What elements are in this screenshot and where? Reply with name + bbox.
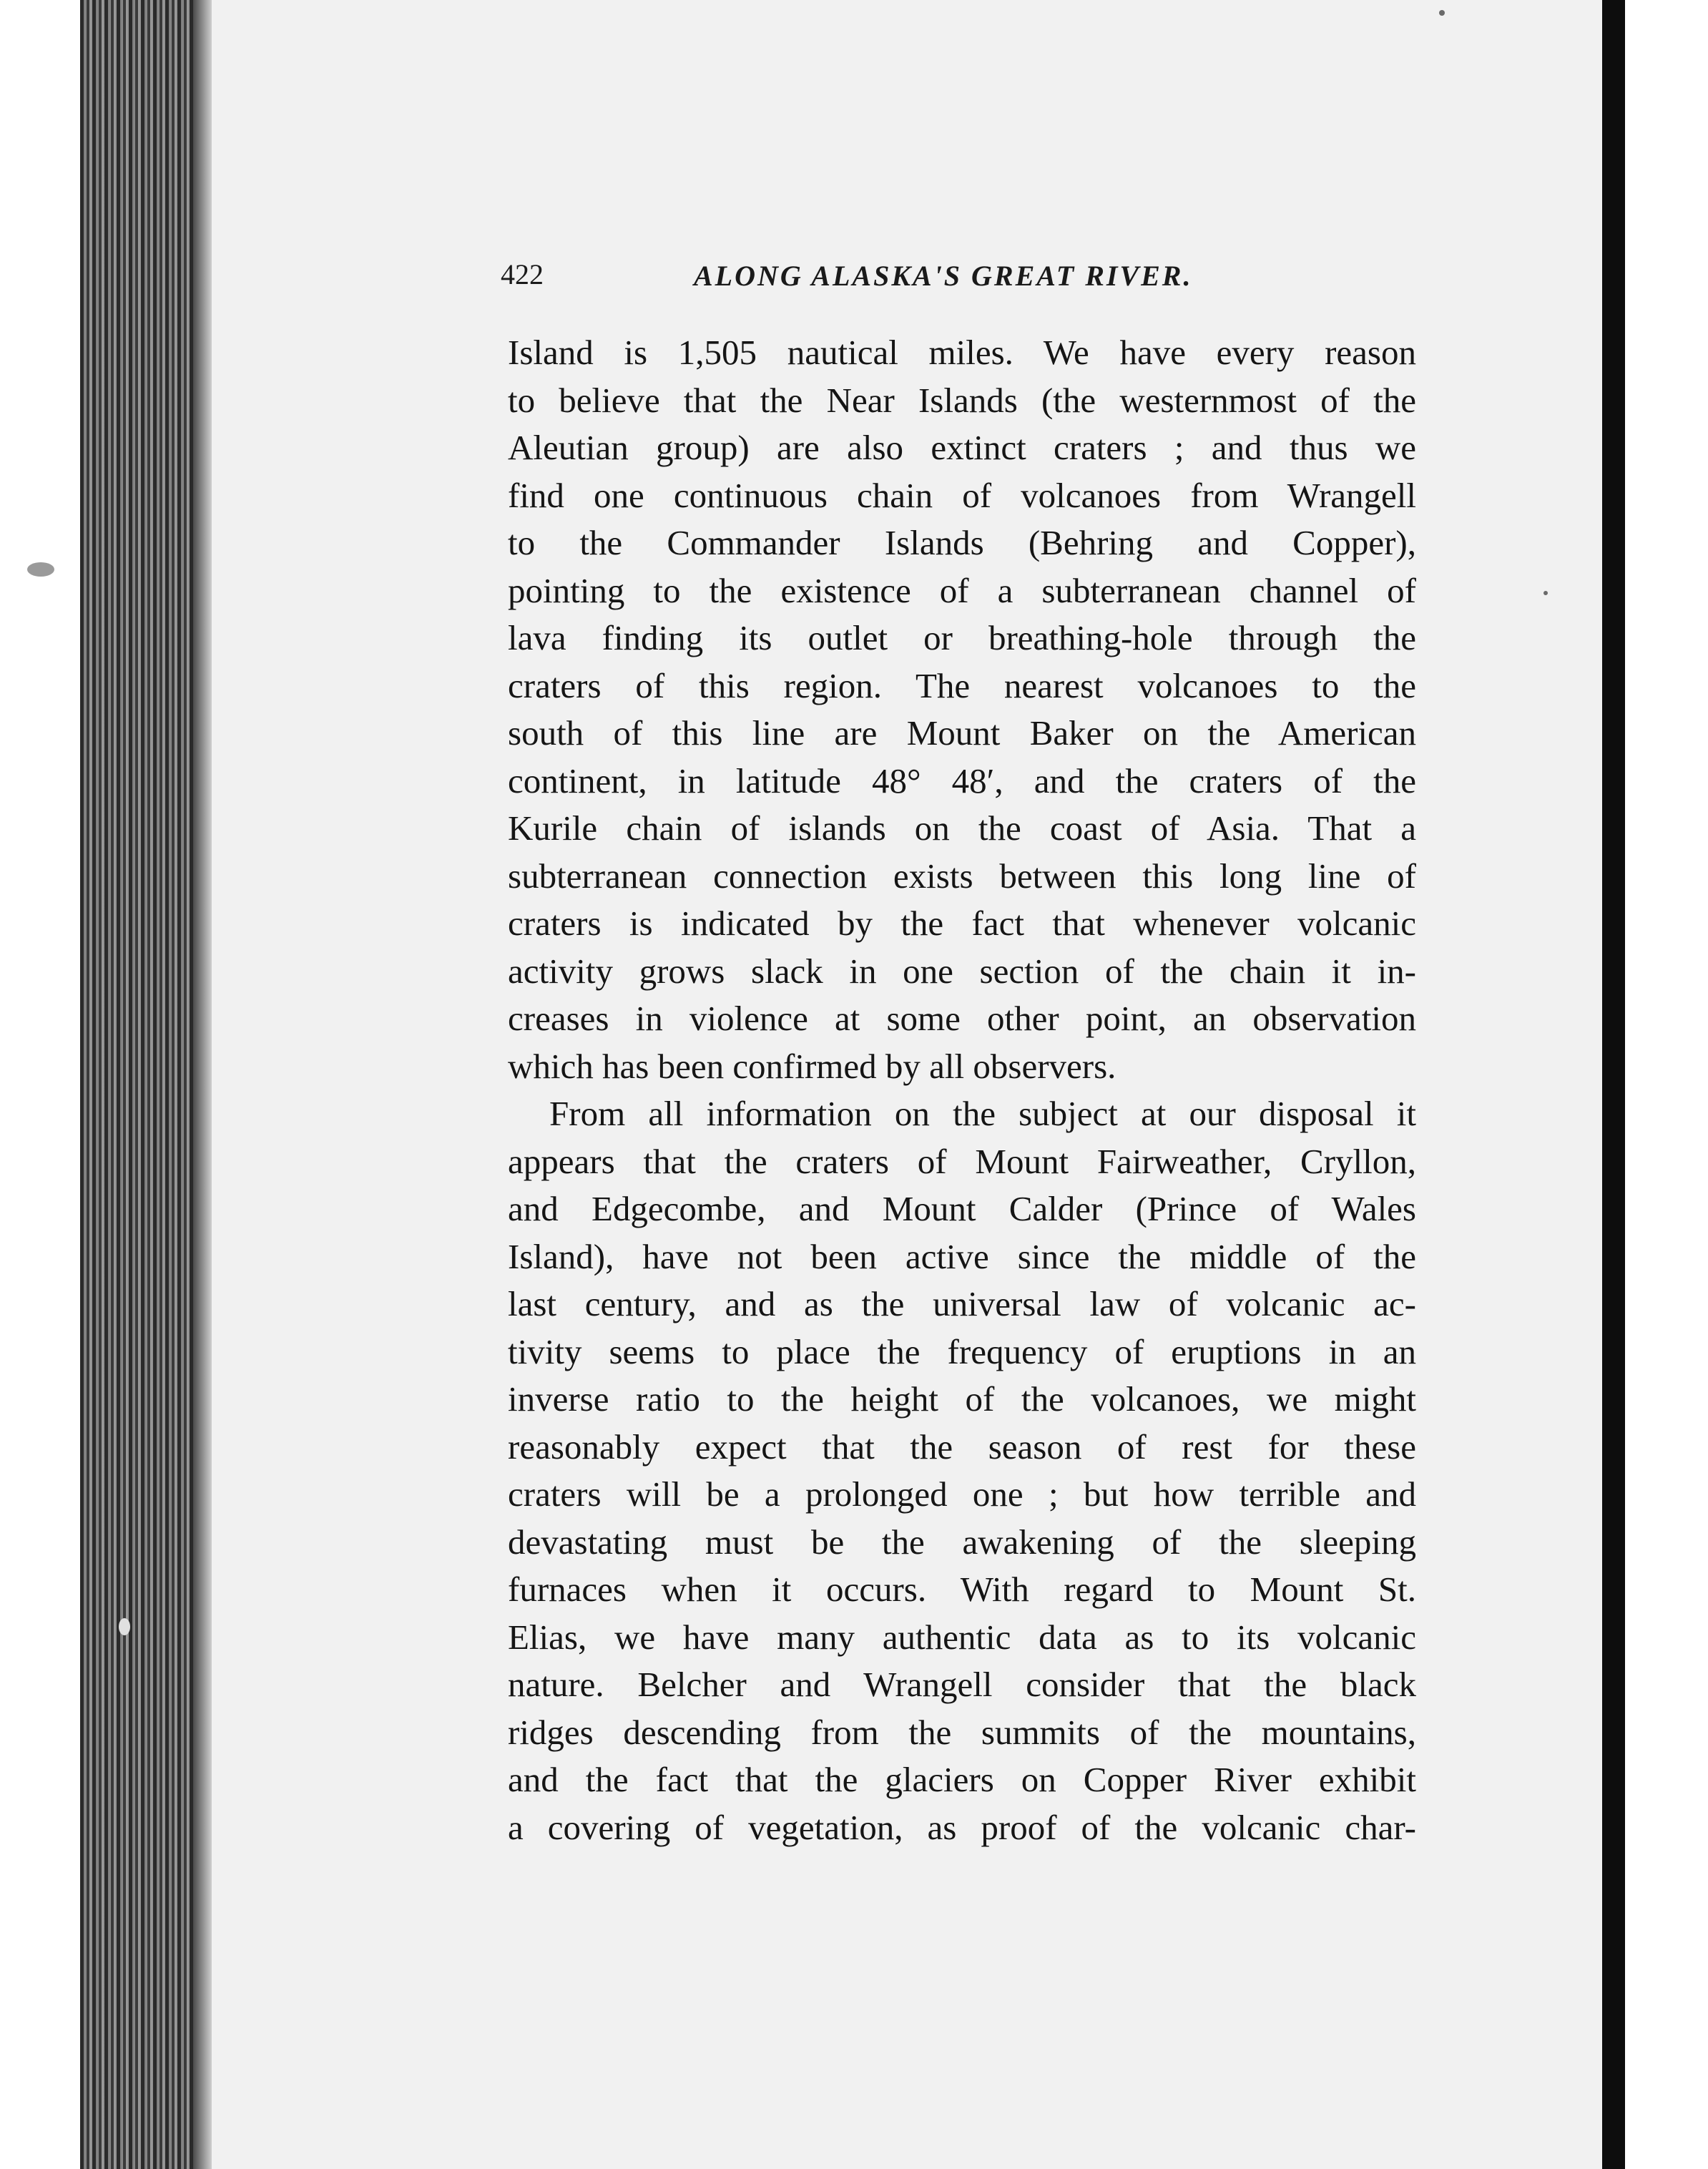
- text-line: Island), have not been active since the middle of the: [508, 1236, 1416, 1276]
- text-line: creases in violence at some other point, an observation: [508, 999, 1416, 1038]
- paragraph: [508, 1090, 1416, 1851]
- text-line: pointing to the existence of a subterranean channel of: [508, 570, 1416, 610]
- scan-white-margin: [1625, 0, 1708, 2169]
- text-line: south of this line are Mount Baker on the American: [508, 713, 1416, 753]
- text-line: last century, and as the universal law of volcanic ac-: [508, 1284, 1416, 1323]
- text-line: reasonably expect that the season of rest for these: [508, 1426, 1416, 1467]
- book-page-edges: [80, 0, 203, 2169]
- text-line: activity grows slack in one section of the chain it in-: [508, 951, 1416, 991]
- text-line: lava finding its outlet or breathing-hole through the: [508, 618, 1416, 657]
- text-line: furnaces when it occurs. With regard to Mount St.: [508, 1570, 1416, 1609]
- dust-speck: [1543, 591, 1548, 595]
- text-line: devastating must be the awakening of the sleeping: [508, 1522, 1416, 1562]
- page-header: [501, 258, 1430, 308]
- text-line: to the Commander Islands (Behring and Copper),: [508, 523, 1416, 562]
- text-line: to believe that the Near Islands (the westernmost of the: [508, 380, 1416, 420]
- text-line: find one continuous chain of volcanoes from Wrangell: [508, 475, 1416, 515]
- text-line: and the fact that the glaciers on Copper River exhibit: [508, 1760, 1416, 1799]
- binding-shadow: [193, 0, 212, 2169]
- text-line: appears that the craters of Mount Fairweather, Cryllon,: [508, 1141, 1416, 1181]
- page-number: 422: [501, 258, 544, 290]
- dust-speck: [27, 562, 54, 577]
- text-line: Aleutian group) are also extinct craters ; and thus we: [508, 428, 1416, 467]
- text-line: ridges descending from the summits of the mountains,: [508, 1712, 1416, 1752]
- text-line: craters of this region. The nearest volcanoes to the: [508, 665, 1416, 705]
- text-line: a covering of vegetation, as proof of the volcanic char-: [508, 1807, 1416, 1847]
- text-line: inverse ratio to the height of the volcanoes, we might: [508, 1379, 1416, 1419]
- text-line: From all information on the subject at our disposal it: [549, 1094, 1416, 1133]
- text-line: which has been confirmed by all observers.: [508, 1046, 1116, 1086]
- text-line: continent, in latitude 48° 48′, and the craters of the: [508, 760, 1416, 800]
- scan-dark-border: [1602, 0, 1625, 2169]
- paragraph: [508, 329, 1416, 1090]
- text-line: subterranean connection exists between this long line of: [508, 856, 1416, 896]
- text-line: Island is 1,505 nautical miles. We have every reason: [508, 333, 1416, 372]
- text-line: Kurile chain of islands on the coast of Asia. That a: [508, 808, 1416, 848]
- text-line: nature. Belcher and Wrangell consider that the black: [508, 1665, 1416, 1704]
- text-line: and Edgecombe, and Mount Calder (Prince of Wales: [508, 1189, 1416, 1228]
- text-line: tivity seems to place the frequency of eruptions in an: [508, 1331, 1416, 1371]
- text-line: craters will be a prolonged one ; but how terrible and: [508, 1474, 1416, 1514]
- body-text: [508, 329, 1416, 1851]
- text-line: Elias, we have many authentic data as to its volcanic: [508, 1617, 1416, 1657]
- dust-speck: [1439, 10, 1445, 16]
- running-title: ALONG ALASKA'S GREAT RIVER.: [694, 260, 1193, 292]
- dust-speck: [119, 1618, 130, 1635]
- text-line: craters is indicated by the fact that whenever volcanic: [508, 904, 1416, 943]
